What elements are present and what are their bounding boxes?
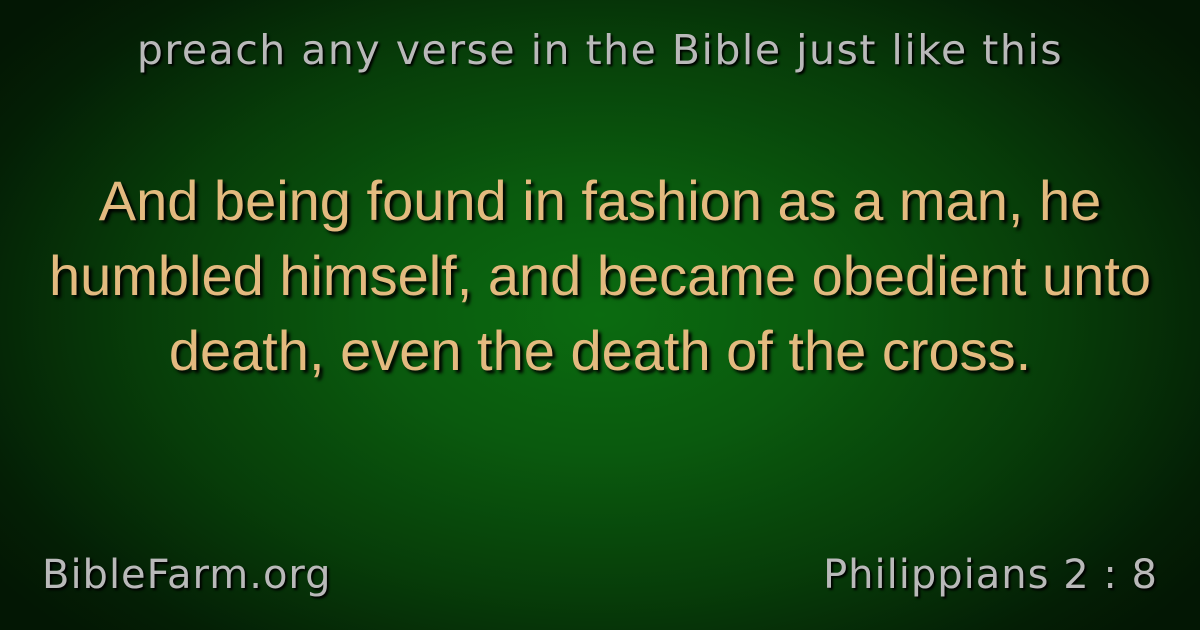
site-name: BibleFarm.org [42,552,332,598]
verse-text: And being found in fashion as a man, he humbled himself, and became obedient unto death, even the death of the cross. [48,169,1152,382]
tagline: preach any verse in the Bible just like this [136,26,1064,74]
verse-reference: Philippians 2 : 8 [823,552,1158,598]
